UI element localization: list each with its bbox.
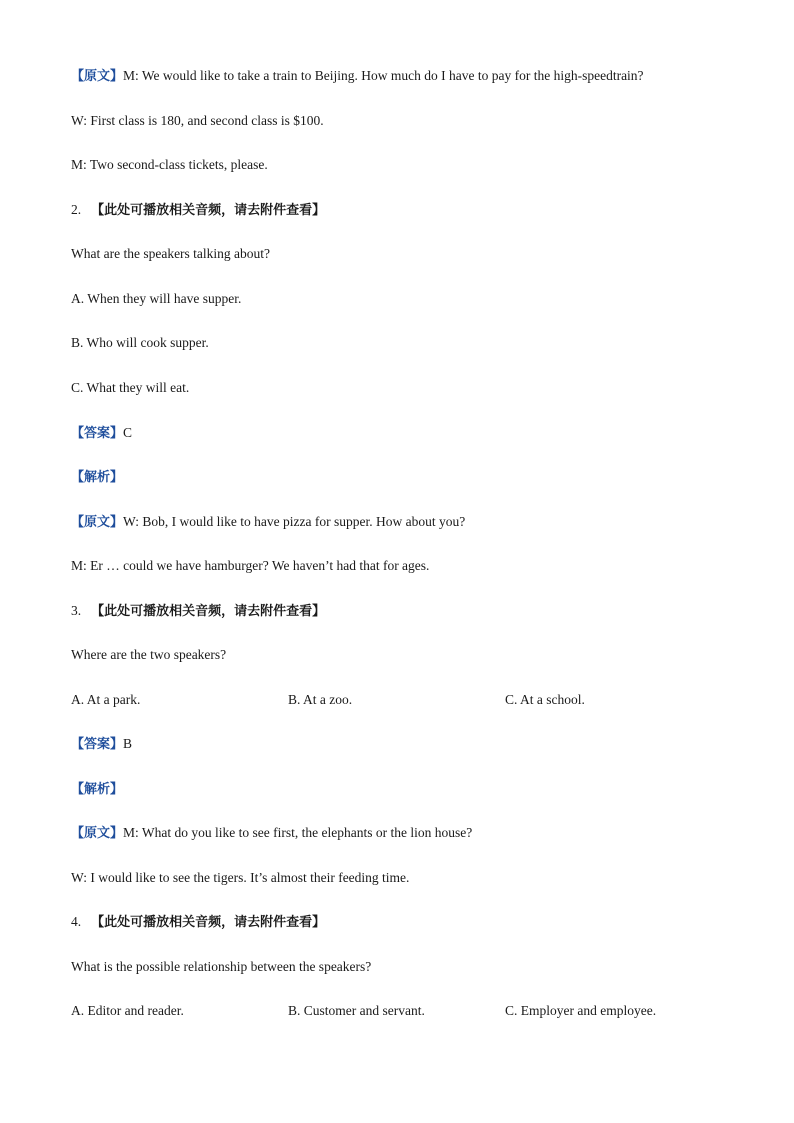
answer-tag: 【答案】	[71, 737, 124, 752]
question-2-answer	[71, 424, 132, 443]
question-3-option-b: B. At a zoo.	[288, 692, 353, 707]
question-2-header	[71, 201, 325, 220]
answer-value: C	[123, 425, 133, 440]
question-number: 2.	[71, 202, 82, 217]
question-4-header	[71, 913, 325, 932]
script-line-q1-w: W: First class is 180, and second class is $100.	[71, 113, 324, 128]
original-text-tag: 【原文】	[71, 69, 124, 84]
question-number: 3.	[71, 603, 82, 618]
answer-tag: 【答案】	[71, 426, 124, 441]
question-2-option-b: B. Who will cook supper.	[71, 335, 209, 350]
audio-note: 【此处可播放相关音频，请去附件查看】	[91, 915, 326, 930]
script-line-q1-m2: M: Two second-class tickets, please.	[71, 157, 268, 172]
script-text: M: What do you like to see first, the elephants or the lion house?	[123, 825, 473, 840]
analysis-tag: 【解析】	[71, 782, 124, 797]
question-3-text: Where are the two speakers?	[71, 647, 227, 662]
question-2-script-line-2: M: Er … could we have hamburger? We haven’t had that for ages.	[71, 558, 430, 573]
question-3-option-c: C. At a school.	[505, 692, 585, 707]
question-3-header	[71, 602, 325, 621]
analysis-tag: 【解析】	[71, 470, 124, 485]
question-3-option-a: A. At a park.	[71, 692, 141, 707]
question-number: 4.	[71, 914, 82, 929]
question-4-option-b: B. Customer and servant.	[288, 1003, 425, 1018]
answer-value: B	[123, 736, 133, 751]
script-text: M: We would like to take a train to Beijing. How much do I have to pay for the high-speedtrain?	[123, 68, 644, 83]
original-text-tag: 【原文】	[71, 515, 124, 530]
question-4-option-c: C. Employer and employee.	[505, 1003, 657, 1018]
question-3-analysis-tag	[71, 780, 123, 799]
audio-note: 【此处可播放相关音频，请去附件查看】	[91, 604, 326, 619]
question-4-text: What is the possible relationship between the speakers?	[71, 959, 372, 974]
question-4-option-a: A. Editor and reader.	[71, 1003, 184, 1018]
question-3-answer	[71, 735, 132, 754]
question-2-option-a: A. When they will have supper.	[71, 291, 242, 306]
question-2-analysis-tag	[71, 468, 123, 487]
audio-note: 【此处可播放相关音频，请去附件查看】	[91, 203, 326, 218]
question-3-script-line-2: W: I would like to see the tigers. It’s almost their feeding time.	[71, 870, 410, 885]
question-2-option-c: C. What they will eat.	[71, 380, 190, 395]
original-text-tag: 【原文】	[71, 826, 124, 841]
question-2-script-line-1	[71, 513, 465, 532]
question-3-script-line-1	[71, 824, 472, 843]
question-2-text: What are the speakers talking about?	[71, 246, 271, 261]
script-text: W: Bob, I would like to have pizza for supper. How about you?	[123, 514, 466, 529]
script-line-q1-m	[71, 67, 644, 86]
